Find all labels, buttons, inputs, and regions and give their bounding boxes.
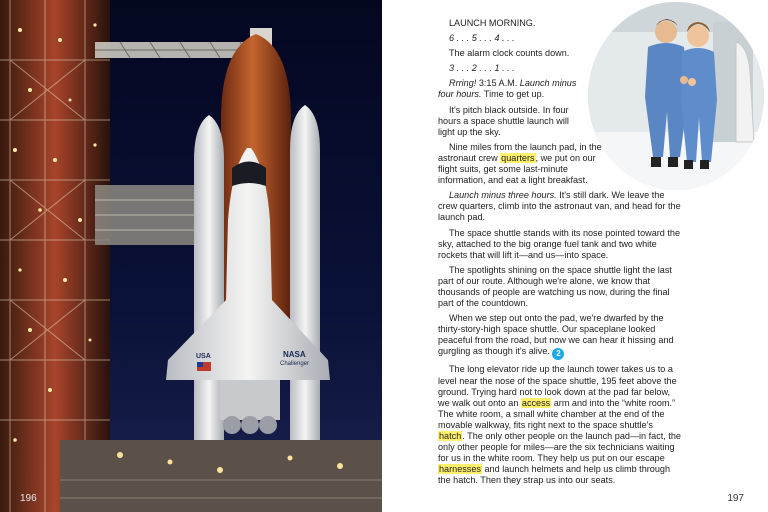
paragraph xyxy=(438,18,682,29)
paragraph xyxy=(438,48,682,59)
audio-track-badge[interactable]: 2 xyxy=(552,348,564,360)
highlighted-word: harnesses xyxy=(439,464,481,475)
text-segment: 6 . . . 5 . . . 4 . . . xyxy=(449,33,515,44)
text-segment: Time to get up. xyxy=(481,89,545,100)
text-segment: The spotlights shining on the space shuttle light the last part of our route. Although we're alone, we know that thousands of people are watching us now, during the final part of the countdown. xyxy=(438,264,672,309)
paragraph xyxy=(438,265,682,309)
text-segment: It's pitch black outside. In four hours a space shuttle launch will light up the sky. xyxy=(438,104,569,137)
text-segment: . The only other people on the launch pad—in fact, the only other people for miles—are the six technicians waiting for us in the white room. They help us put on our escape xyxy=(438,431,681,464)
paragraph xyxy=(438,228,682,261)
orbiter-usa-label: USA xyxy=(196,353,211,360)
text-segment: Rrring! xyxy=(449,78,477,89)
highlighted-word: access xyxy=(521,397,551,408)
shuttle-launch-photo xyxy=(0,0,382,512)
orbiter-name-label: Challenger xyxy=(280,361,310,367)
paragraph xyxy=(438,313,682,360)
paragraph xyxy=(438,63,682,74)
text-segment: When we step out onto the pad, we're dwarfed by the thirty-story-high space shuttle. Our spaceplane looked peaceful from the road, but now we can hear it hissing and gurgling as though it's alive. xyxy=(438,313,674,357)
orbiter-nasa-label: NASA xyxy=(283,350,306,359)
text-segment: The space shuttle stands with its nose pointed toward the sky, attached to the big orange fuel tank and two white rockets that will lift it—and us—into space. xyxy=(438,227,681,260)
paragraph xyxy=(438,142,602,186)
paragraph xyxy=(438,364,682,486)
text-segment: , we put on our flight suits, get some last-minute information, and eat a light breakfast. xyxy=(438,152,596,186)
text-segment: LAUNCH MORNING. xyxy=(449,18,536,28)
text-segment: 3:15 A.M. xyxy=(476,78,520,89)
paragraph xyxy=(438,33,682,44)
text-segment: The alarm clock counts down. xyxy=(449,48,570,59)
shuttle-illustration xyxy=(0,0,382,512)
text-segment: 3 . . . 2 . . . 1 . . . xyxy=(449,63,515,74)
page-number-left: 196 xyxy=(20,493,37,504)
paragraph xyxy=(438,105,588,138)
text-segment: arm and into the “white room.” The white room, a small white chamber at the end of the movable walkway, fits right next to the space shuttle's xyxy=(438,397,676,430)
paragraph xyxy=(438,190,682,223)
text-segment: The long elevator ride up the launch tower takes us to a level near the nose of the space shuttle, 195 feet above the ground. Trying hard not to look down at the pad far below, we walk out onto an xyxy=(438,364,677,408)
highlighted-word: hatch xyxy=(439,431,462,441)
text-segment: Nine miles from the launch pad, in the astronaut crew xyxy=(438,141,602,163)
page-number-right: 197 xyxy=(727,493,744,504)
text-segment: and launch helmets and help us climb through the hatch. Then they strap us into our seats. xyxy=(438,464,671,486)
text-segment: Launch minus three hours. xyxy=(449,190,557,201)
text-segment: It's still dark. We leave the crew quarters, climb into the astronaut van, and head for the launch pad. xyxy=(438,190,681,223)
paragraph xyxy=(438,78,588,100)
text-segment: Launch minus four hours. xyxy=(438,78,577,100)
story-text xyxy=(438,18,682,490)
highlighted-word: quarters xyxy=(501,152,535,163)
